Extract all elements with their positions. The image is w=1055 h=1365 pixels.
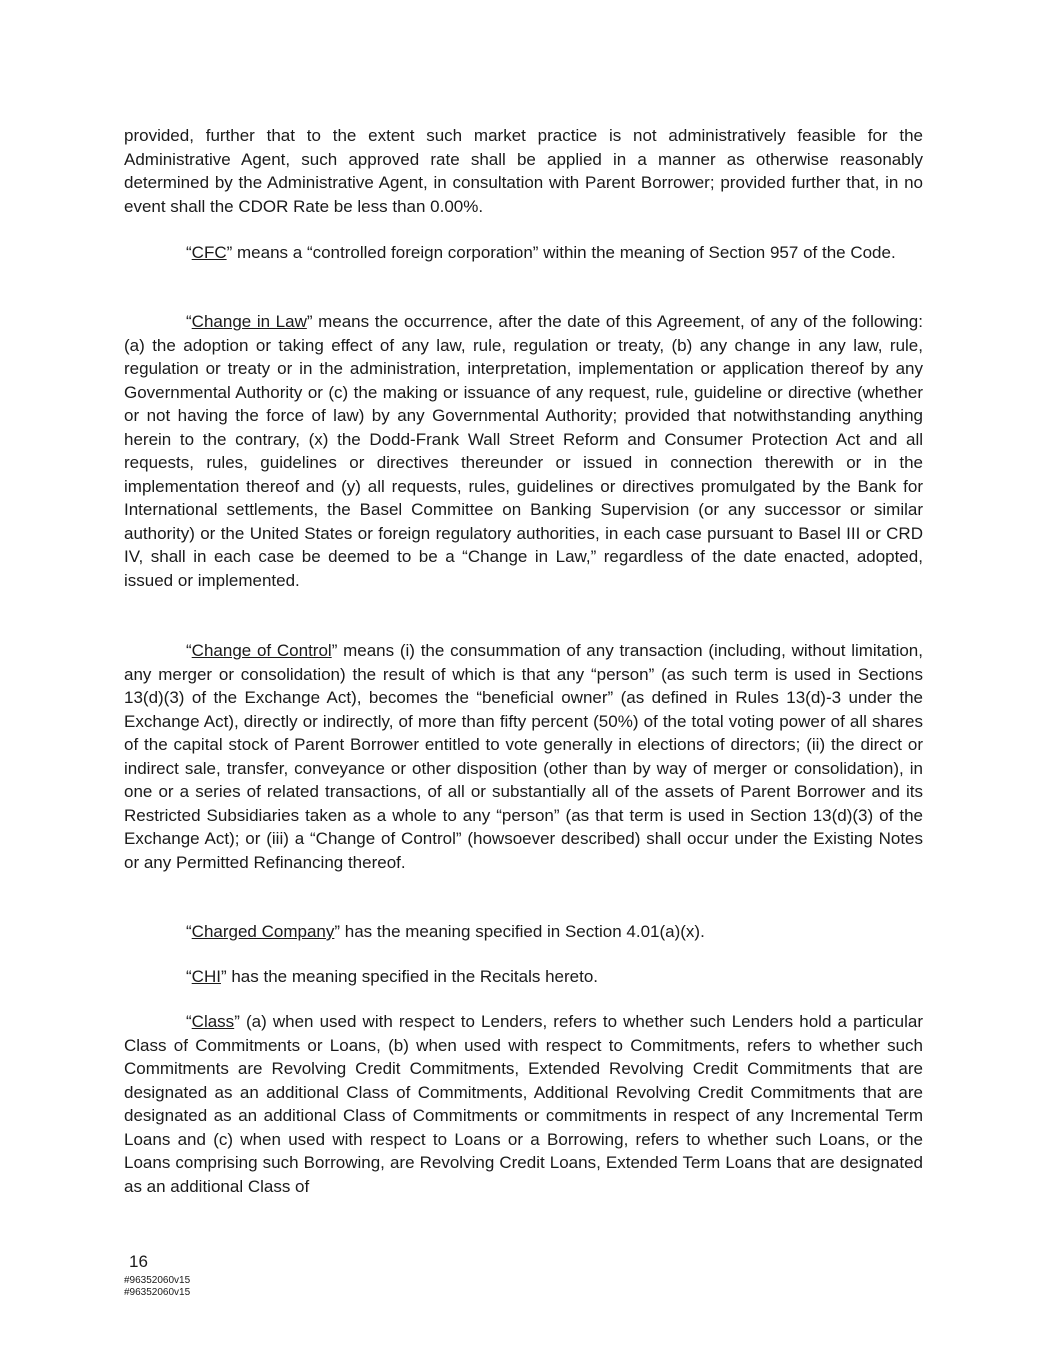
open-quote: “ — [186, 967, 192, 986]
definition-change-in-law — [124, 310, 923, 592]
close-quote: ” — [331, 641, 338, 660]
close-quote: ” — [226, 243, 233, 262]
definition-text: means the occurrence, after the date of this Agreement, of any of the following: (a) the adoption or taking effect of any law, rule, regulation or treaty, (b) any change in any law, rule, regulation or treaty or in the administration, interpretation, implementation or application thereof by any Governmental Authority or (c) the making or issuance of any request, rule, guideline or directive (whether or not having the force of law) by any Governmental Authority; provided that notwithstanding anything herein to the contrary, (x) the Dodd-Frank Wall Street Reform and Consumer Protection Act and all requests, rules, guidelines or directives thereunder or issued in connection therewith or in the implementation thereof and (y) all requests, rules, guidelines or directives promulgated by the Bank for International settlements, the Basel Committee on Banking Supervision (or any successor or similar authority) or the United States or foreign regulatory authorities, in each case pursuant to Basel III or CRD IV, shall in each case be deemed to be a “Change in Law,” regardless of the date enacted, adopted, issued or implemented. — [124, 312, 923, 590]
definition-chi — [124, 965, 923, 989]
close-quote: ” — [234, 1012, 240, 1031]
definition-charged-company — [124, 920, 923, 944]
paragraph-cdor-continuation: provided, further that to the extent such market practice is not administratively feasible for the Administrative Agent, such approved rate shall be applied in a manner as otherwise reasonably determined by the Administrative Agent, in consultation with Parent Borrower; provided further that, in no event shall the CDOR Rate be less than 0.00%. — [124, 126, 923, 216]
page-number: 16 — [129, 1252, 148, 1271]
open-quote: “ — [186, 243, 192, 262]
open-quote: “ — [186, 922, 192, 941]
definition-cfc — [124, 241, 923, 265]
defined-term: Change in Law — [191, 312, 307, 331]
defined-term: CHI — [191, 967, 221, 986]
definition-text: means (i) the consummation of any transaction (including, without limitation, any merger or consolidation) the result of which is that any “person” (as such term is used in Sections 13(d)(3) of the Exchange Act), becomes the “beneficial owner” (as defined in Rules 13(d)-3 under the Exchange Act), directly or indirectly, of more than fifty percent (50%) of the total voting power of all shares of the capital stock of Parent Borrower entitled to vote generally in elections of directors; (ii) the direct or indirect sale, transfer, conveyance or other disposition (other than by way of merger or consolidation), in one or a series of related transactions, of all or substantially all of the assets of Parent Borrower and its Restricted Subsidiaries taken as a whole to any “person” (as that term is used in Section 13(d)(3) of the Exchange Act); or (iii) a “Change of Control” (howsoever described) shall occur under the Existing Notes or any Permitted Refinancing thereof. — [124, 641, 923, 872]
open-quote: “ — [186, 312, 192, 331]
defined-term: Change of Control — [191, 641, 332, 660]
document-id: #96352060v15 — [124, 1275, 191, 1286]
definition-class — [124, 1010, 923, 1198]
definition-text: (a) when used with respect to Lenders, refers to whether such Lenders hold a particular Class of Commitments or Loans, (b) when used with respect to Commitments, refers to whether such Commitments are Revolving Credit Commitments, Extended Revolving Credit Commitments that are designated as an additional Class of Commitments, Additional Revolving Credit Commitments that are designated as an additional Class of Commitments or commitments in respect of any Incremental Term Loans and (c) when used with respect to Loans or a Borrowing, refers to whether such Loans, or the Loans comprising such Borrowing, are Revolving Credit Loans, Extended Term Loans that are designated as an additional Class of — [124, 1012, 923, 1196]
document-id: #96352060v15 — [124, 1287, 191, 1298]
definition-change-of-control — [124, 639, 923, 874]
definition-text: has the meaning specified in the Recitals hereto. — [226, 967, 599, 986]
open-quote: “ — [186, 641, 192, 660]
definition-text: means a “controlled foreign corporation” within the meaning of Section 957 of the Code. — [232, 243, 896, 262]
defined-term: CFC — [191, 243, 227, 262]
close-quote: ” — [220, 967, 227, 986]
close-quote: ” — [334, 922, 341, 941]
close-quote: ” — [306, 312, 313, 331]
open-quote: “ — [186, 1012, 192, 1031]
defined-term: Class — [191, 1012, 235, 1031]
defined-term: Charged Company — [191, 922, 335, 941]
definition-text: has the meaning specified in Section 4.01(a)(x). — [340, 922, 705, 941]
